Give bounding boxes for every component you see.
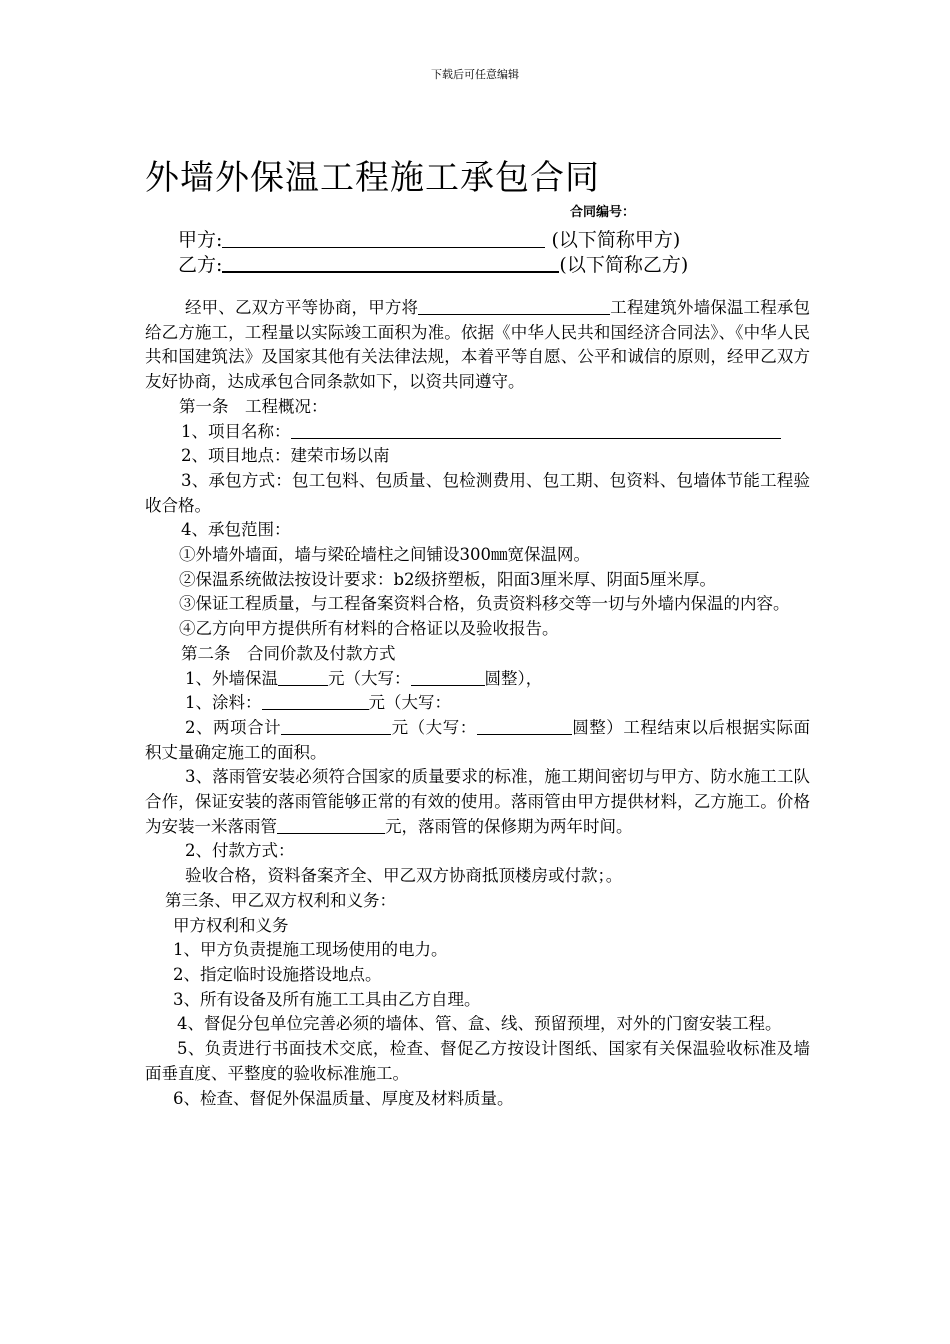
rights-item-3: 3、所有设备及所有施工工具由乙方自理。 xyxy=(173,989,481,1009)
contract-number-label: 合同编号： xyxy=(570,205,636,220)
price-coating-caps-label: 元（大写： xyxy=(368,693,451,713)
scope-item-2: ②保温系统做法按设计要求：b2级挤塑板，阳面3厘米厚、阴面5厘米厚。 xyxy=(179,569,717,589)
price-total-suffix: 圆整）工程结束以后根据实际面积丈量确定施工的面积。 xyxy=(145,717,811,762)
header-note: 下载后可任意编辑 xyxy=(431,68,519,81)
scope-item-1: ①外墙外墙面，墙与梁砼墙柱之间铺设300㎜宽保温网。 xyxy=(179,545,590,565)
party-b-blank xyxy=(222,253,559,273)
intro-text-2: 工程建筑外墙保温工程承包给乙方施工，工程量以实际竣工面积为准。依据《中华人民共和国经济合同法》、《中华人民共和国建筑法》及国家其他有关法律法规，本着平等自愿、公平和诚信的原则，经甲乙双方友好协商，达成承包合同条款如下，以资共同遵守。 xyxy=(145,298,811,392)
party-a-blank xyxy=(222,229,545,248)
price-insulation-label: 1、外墙保温 xyxy=(185,668,278,688)
project-name-field-blank xyxy=(291,421,781,439)
price-total xyxy=(145,716,810,765)
party-a-rights-title: 甲方权利和义务 xyxy=(173,915,289,935)
project-location-item: 2、项目地点：建荣市场以南 xyxy=(181,446,390,466)
rights-item-5: 5、负责进行书面技术交底，检查、督促乙方按设计图纸、国家有关保温验收标准及墙面垂直度、平整度的验收标准施工。 xyxy=(145,1039,810,1083)
project-name-blank xyxy=(418,297,610,315)
intro-paragraph xyxy=(145,296,810,395)
rights-item-1: 1、甲方负责提施工现场使用的电力。 xyxy=(173,940,448,960)
contract-mode-item: 3、承包方式：包工包料、包质量、包检测费用、包工期、包资料、包墙体节能工程验收合格。 xyxy=(145,470,810,515)
price-insulation-blank xyxy=(278,668,328,686)
party-a-label: 甲方: xyxy=(178,229,223,251)
party-a-suffix: (以下简称甲方) xyxy=(551,229,681,251)
payment-title: 2、付款方式： xyxy=(185,841,295,861)
downpipe-item xyxy=(145,765,810,839)
payment-text: 验收合格，资料备案齐全、甲乙双方协商抵顶楼房或付款；。 xyxy=(185,866,623,886)
article-3-title: 第三条、甲乙双方权利和义务： xyxy=(165,890,396,910)
price-coating xyxy=(145,691,810,716)
price-coating-label: 1、涂料： xyxy=(185,693,262,713)
price-insulation-caps-blank xyxy=(411,668,485,686)
rights-item-2: 2、指定临时设施搭设地点。 xyxy=(173,964,382,984)
project-name-item xyxy=(145,420,810,445)
project-name-label: 1、项目名称： xyxy=(181,421,291,441)
party-b-line xyxy=(178,250,688,277)
price-total-caps-blank xyxy=(477,717,572,735)
party-b-label: 乙方: xyxy=(178,254,223,276)
price-total-label: 2、两项合计 xyxy=(185,717,282,737)
price-total-caps-label: 元（大写： xyxy=(391,717,477,737)
contract-body xyxy=(145,296,810,1111)
article-1-title: 第一条 工程概况： xyxy=(179,396,328,416)
scope-item-4: ④乙方向甲方提供所有材料的合格证以及验收报告。 xyxy=(179,619,559,639)
downpipe-text: 3、落雨管安装必须符合国家的质量要求的标准，施工期间密切与甲方、防水施工工队合作，保证安装的落雨管能够正常的有效的使用。落雨管由甲方提供材料，乙方施工。价格为安装一米落雨管 xyxy=(145,767,810,836)
price-total-blank xyxy=(281,717,391,735)
party-a-line xyxy=(178,225,680,252)
scope-title: 4、承包范围： xyxy=(181,520,291,540)
scope-item-3: ③保证工程质量，与工程备案资料合格，负责资料移交等一切与外墙内保温的内容。 xyxy=(179,594,790,614)
rights-item-6: 6、检查、督促外保温质量、厚度及材料质量。 xyxy=(173,1088,514,1108)
price-insulation-caps-label: 元（大写： xyxy=(328,668,411,688)
intro-text-1: 经甲、乙双方平等协商，甲方将 xyxy=(185,298,419,317)
downpipe-price-blank xyxy=(277,816,385,834)
downpipe-text-2: 元，落雨管的保修期为两年时间。 xyxy=(385,816,633,836)
rights-item-4: 4、督促分包单位完善必须的墙体、管、盒、线、预留预埋，对外的门窗安装工程。 xyxy=(177,1014,782,1034)
document-title: 外墙外保温工程施工承包合同 xyxy=(145,158,600,198)
price-insulation-suffix: 圆整）， xyxy=(484,668,543,688)
price-coating-blank xyxy=(262,692,369,710)
price-insulation xyxy=(145,667,810,692)
party-b-suffix: (以下简称乙方) xyxy=(559,254,689,276)
article-2-title: 第二条 合同价款及付款方式 xyxy=(181,643,396,663)
